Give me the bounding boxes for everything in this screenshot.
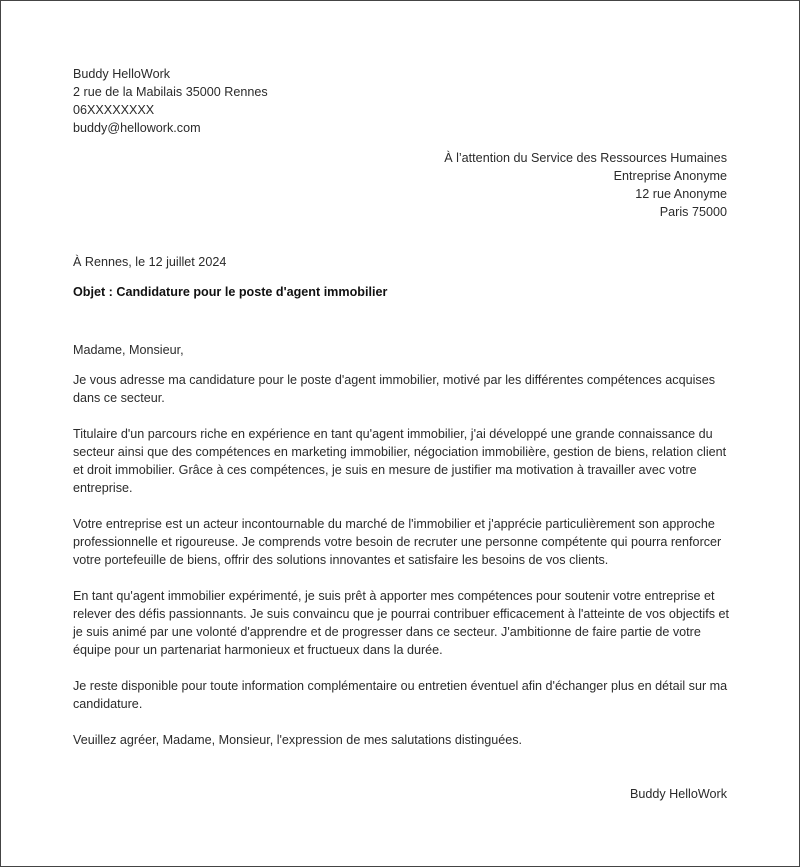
- place-date: À Rennes, le 12 juillet 2024: [73, 255, 227, 269]
- recipient-city: Paris 75000: [659, 205, 727, 219]
- recipient-street: 12 rue Anonyme: [635, 187, 727, 201]
- signature: Buddy HelloWork: [629, 787, 727, 801]
- body-paragraph-1: Je vous adresse ma candidature pour le poste d'agent immobilier, motivé par les différentes compétences acquises dans ce secteur.: [73, 373, 716, 405]
- sender-address: 2 rue de la Mabilais 35000 Rennes: [73, 85, 268, 99]
- salutation: Madame, Monsieur,: [73, 343, 184, 357]
- sender-phone: 06XXXXXXXX: [73, 103, 155, 117]
- body-paragraph-3: Votre entreprise est un acteur incontournable du marché de l'immobilier et j'apprécie particulièrement son approche professionnelle et rigoureuse. Je comprends votre besoin de recruter une personne compétente qui pourra renforcer votre portefeuille de biens, offrir des solutions innovantes et satisfaire les besoins de vos clients.: [73, 517, 722, 567]
- closing-paragraph: Veuillez agréer, Madame, Monsieur, l'expression de mes salutations distinguées.: [73, 733, 523, 747]
- recipient-attention: À l’attention du Service des Ressources Humaines: [444, 151, 727, 165]
- body-paragraph-5: Je reste disponible pour toute information complémentaire ou entretien éventuel afin d'échanger plus en détail sur ma candidature.: [73, 679, 728, 711]
- sender-name: Buddy HelloWork: [73, 67, 171, 81]
- recipient-company: Entreprise Anonyme: [613, 169, 727, 183]
- sender-email: buddy@hellowork.com: [73, 121, 201, 135]
- subject-line: Objet : Candidature pour le poste d'agent immobilier: [73, 285, 388, 299]
- body-paragraph-4: En tant qu'agent immobilier expérimenté, je suis prêt à apporter mes compétences pour soutenir votre entreprise et relever des défis passionnants. Je suis convaincu que je pourrai contribuer efficacement à l'atteinte de vos objectifs et je suis animé par une volonté d'apprendre et de progresser dans ce secteur. J'ambitionne de faire partie de votre équipe pour un partenariat harmonieux et fructueux dans la durée.: [73, 589, 730, 657]
- body-paragraph-2: Titulaire d'un parcours riche en expérience en tant qu'agent immobilier, j'ai développé une grande connaissance du secteur ainsi que des compétences en marketing immobilier, négociation immobilière, gestion de biens, relation client et droit immobilier. Grâce à ces compétences, je suis en mesure de justifier ma motivation à travailler avec votre entreprise.: [73, 427, 727, 495]
